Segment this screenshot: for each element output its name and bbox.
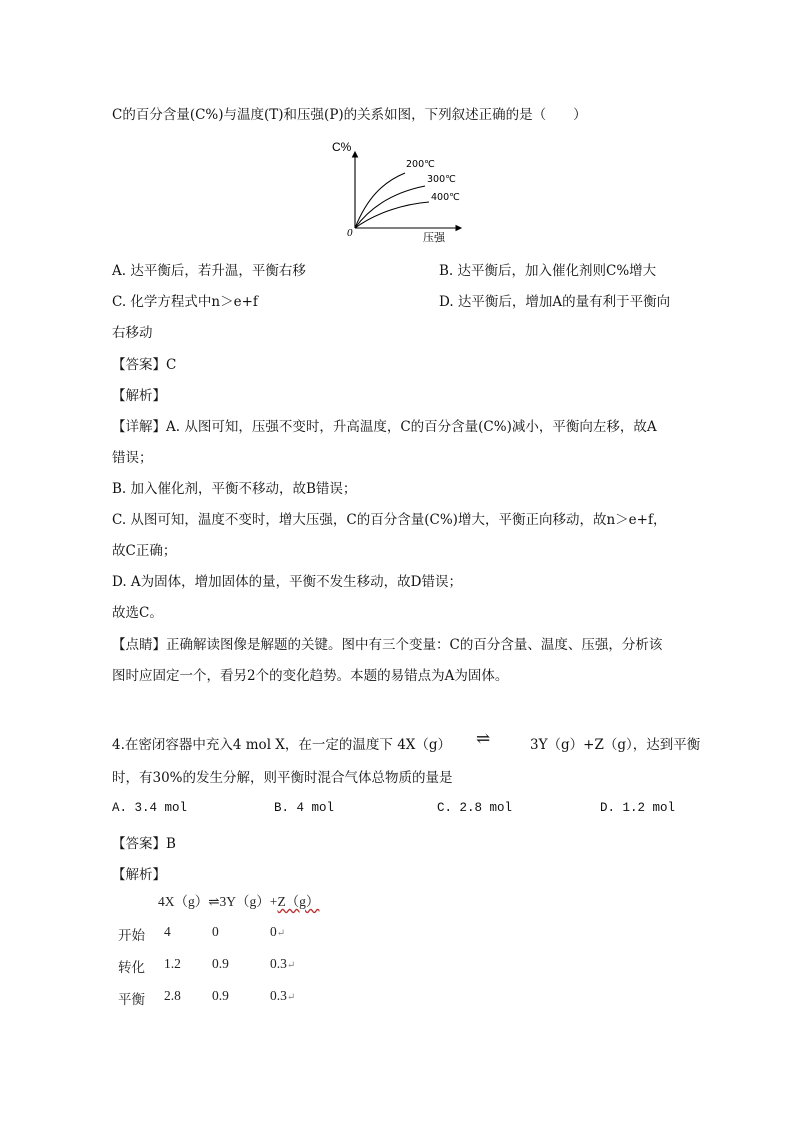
q3-comment-line-1: 【点睛】正确解读图像是解题的关键。图中有三个变量：C的百分含量、温度、压强，分析该 [112, 637, 663, 653]
x-axis-label: 压强 [423, 231, 445, 244]
q3-detail-line-6: D. A为固体，增加固体的量，平衡不发生移动，故D错误； [112, 574, 462, 590]
curve-label-400: 400℃ [431, 192, 460, 203]
q3-option-c: C. 化学方程式中n＞e+f [112, 294, 258, 310]
equilibrium-arrow-icon: ⇌ [476, 729, 491, 749]
q3-answer: 【答案】C [112, 357, 177, 373]
q3-comment-line-2: 图时应固定一个，看另2个的变化趋势。本题的易错点为A为固体。 [112, 668, 509, 684]
q3-detail-line-1: 【详解】A. 从图可知，压强不变时，升高温度，C的百分含量(C%)减小，平衡向左移，故A [112, 419, 657, 435]
curve-200 [355, 173, 405, 228]
curve-label-200: 200℃ [406, 159, 435, 170]
q4-answer: 【答案】B [112, 836, 176, 852]
q3-detail-line-3: B. 加入催化剂，平衡不移动，故B错误； [112, 481, 357, 497]
q3-option-d: D. 达平衡后，增加A的量有利于平衡向 [439, 294, 671, 310]
q4-stem-part-b: 3Y（g）+Z（g），达到平衡 [530, 737, 701, 753]
q4-option-a: A. 3.4 mol [112, 801, 188, 815]
q3-detail-line-4: C. 从图可知，温度不变时，增大压强，C的百分含量(C%)增大，平衡正向移动，故n＞e+f， [112, 512, 667, 528]
return-mark-icon: ↵ [276, 928, 286, 939]
curve-label-300: 300℃ [427, 174, 456, 185]
reaction-equation: 4X（g）⇌3Y（g）+Z（g） [158, 894, 320, 909]
y-axis-label: C% [332, 140, 352, 154]
q3-option-a: A. 达平衡后，若升温，平衡右移 [112, 263, 306, 279]
q3-option-d-cont: 右移动 [112, 325, 153, 341]
q3-detail-line-5: 故C正确； [112, 543, 177, 559]
q4-option-d: D. 1.2 mol [600, 801, 676, 815]
q3-option-b: B. 达平衡后，加入催化剂则C%增大 [439, 263, 657, 279]
q3-analysis-title: 【解析】 [112, 388, 166, 404]
return-mark-icon: ↵ [286, 992, 296, 1003]
return-mark-icon: ↵ [286, 960, 296, 971]
q4-option-c: C. 2.8 mol [437, 801, 513, 815]
q4-analysis-title: 【解析】 [112, 867, 166, 883]
q4-stem-line-2: 时，有30%的发生分解，则平衡时混合气体总物质的量是 [112, 770, 453, 786]
c-percent-pressure-figure [325, 140, 465, 245]
q3-detail-line-2: 错误； [112, 450, 153, 466]
q4-stem-part-a: 4.在密闭容器中充入4 mol X，在一定的温度下 4X（g） [112, 737, 452, 753]
origin-label: 0 [347, 227, 353, 239]
q3-stem: C的百分含量(C%)与温度(T)和压强(P)的关系如图，下列叙述正确的是（ ） [112, 107, 587, 123]
q4-option-b: B. 4 mol [274, 801, 335, 815]
q3-detail-line-7: 故选C。 [112, 605, 163, 621]
